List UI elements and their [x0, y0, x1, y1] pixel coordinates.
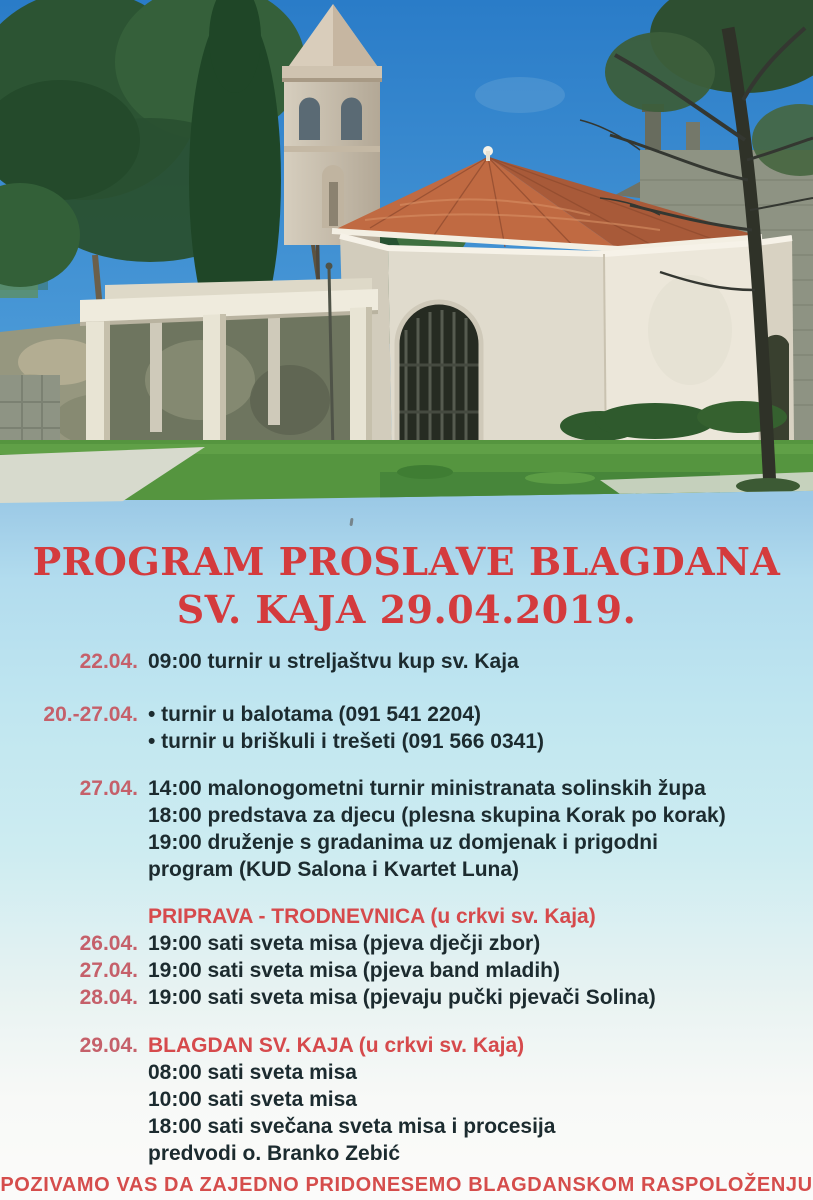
event-line: 18:00 predstava za djecu (plesna skupina Korak po korak) — [148, 804, 726, 827]
church-door — [397, 302, 481, 462]
date-label: 20.-27.04. — [43, 703, 138, 726]
event-line: • turnir u balotama (091 541 2204) — [148, 703, 481, 726]
date-label: 29.04. — [79, 1034, 138, 1057]
schedule-row — [0, 957, 813, 984]
event-line: 10:00 sati sveta misa — [148, 1088, 357, 1111]
event-line: 19:00 sati sveta misa (pjevaju pučki pjevači Solina) — [148, 986, 656, 1009]
poster-title-line2: SV. KAJA 29.04.2019. — [176, 587, 637, 632]
scan-speck — [349, 518, 353, 526]
event-schedule — [0, 648, 813, 1167]
date-label: 28.04. — [79, 986, 138, 1009]
schedule-row — [0, 648, 813, 675]
date-label: 26.04. — [79, 932, 138, 955]
schedule-row — [0, 775, 813, 883]
date-label: 27.04. — [79, 777, 138, 800]
event-lines — [148, 775, 726, 883]
date-label — [34, 903, 138, 930]
date-label: 27.04. — [79, 959, 138, 982]
event-lines — [148, 903, 596, 930]
poster-title — [0, 538, 813, 634]
event-lines — [148, 957, 560, 984]
event-lines — [148, 984, 656, 1011]
schedule-row — [0, 1032, 813, 1167]
poster-title-line1: PROGRAM PROSLAVE BLAGDANA — [32, 539, 781, 584]
event-lines — [148, 930, 540, 957]
event-lines — [148, 648, 519, 675]
schedule-row — [0, 903, 813, 930]
footer-banner: POZIVAMO VAS DA ZAJEDNO PRIDONESEMO BLAGDANSKOM RASPOLOŽENJU — [0, 1174, 813, 1196]
church-photo — [0, 0, 813, 503]
event-line: predvodi o. Branko Zebić — [148, 1142, 401, 1165]
event-line: 18:00 sati svečana sveta misa i procesija — [148, 1115, 556, 1138]
event-line: 19:00 druženje s gradanima uz domjenak i prigodni — [148, 831, 658, 854]
schedule-row — [0, 701, 813, 755]
event-line: 19:00 sati sveta misa (pjeva band mladih) — [148, 959, 561, 982]
schedule-row — [0, 930, 813, 957]
section-heading: PRIPRAVA - TRODNEVNICA (u crkvi sv. Kaja) — [148, 905, 596, 928]
schedule-row — [0, 984, 813, 1011]
section-heading: BLAGDAN SV. KAJA (u crkvi sv. Kaja) — [148, 1034, 525, 1057]
event-line: program (KUD Salona i Kvartet Luna) — [148, 858, 520, 881]
event-line: 09:00 turnir u streljaštvu kup sv. Kaja — [148, 650, 519, 673]
event-line: • turnir u briškuli i trešeti (091 566 0341) — [148, 730, 545, 753]
event-lines — [148, 701, 544, 755]
date-label: 22.04. — [79, 650, 138, 673]
event-line: 08:00 sati sveta misa — [148, 1061, 357, 1084]
event-line: 14:00 malonogometni turnir ministranata solinskih župa — [148, 777, 706, 800]
event-lines — [148, 1032, 555, 1167]
church-photo-svg — [0, 0, 813, 503]
event-line: 19:00 sati sveta misa (pjeva dječji zbor) — [148, 932, 541, 955]
